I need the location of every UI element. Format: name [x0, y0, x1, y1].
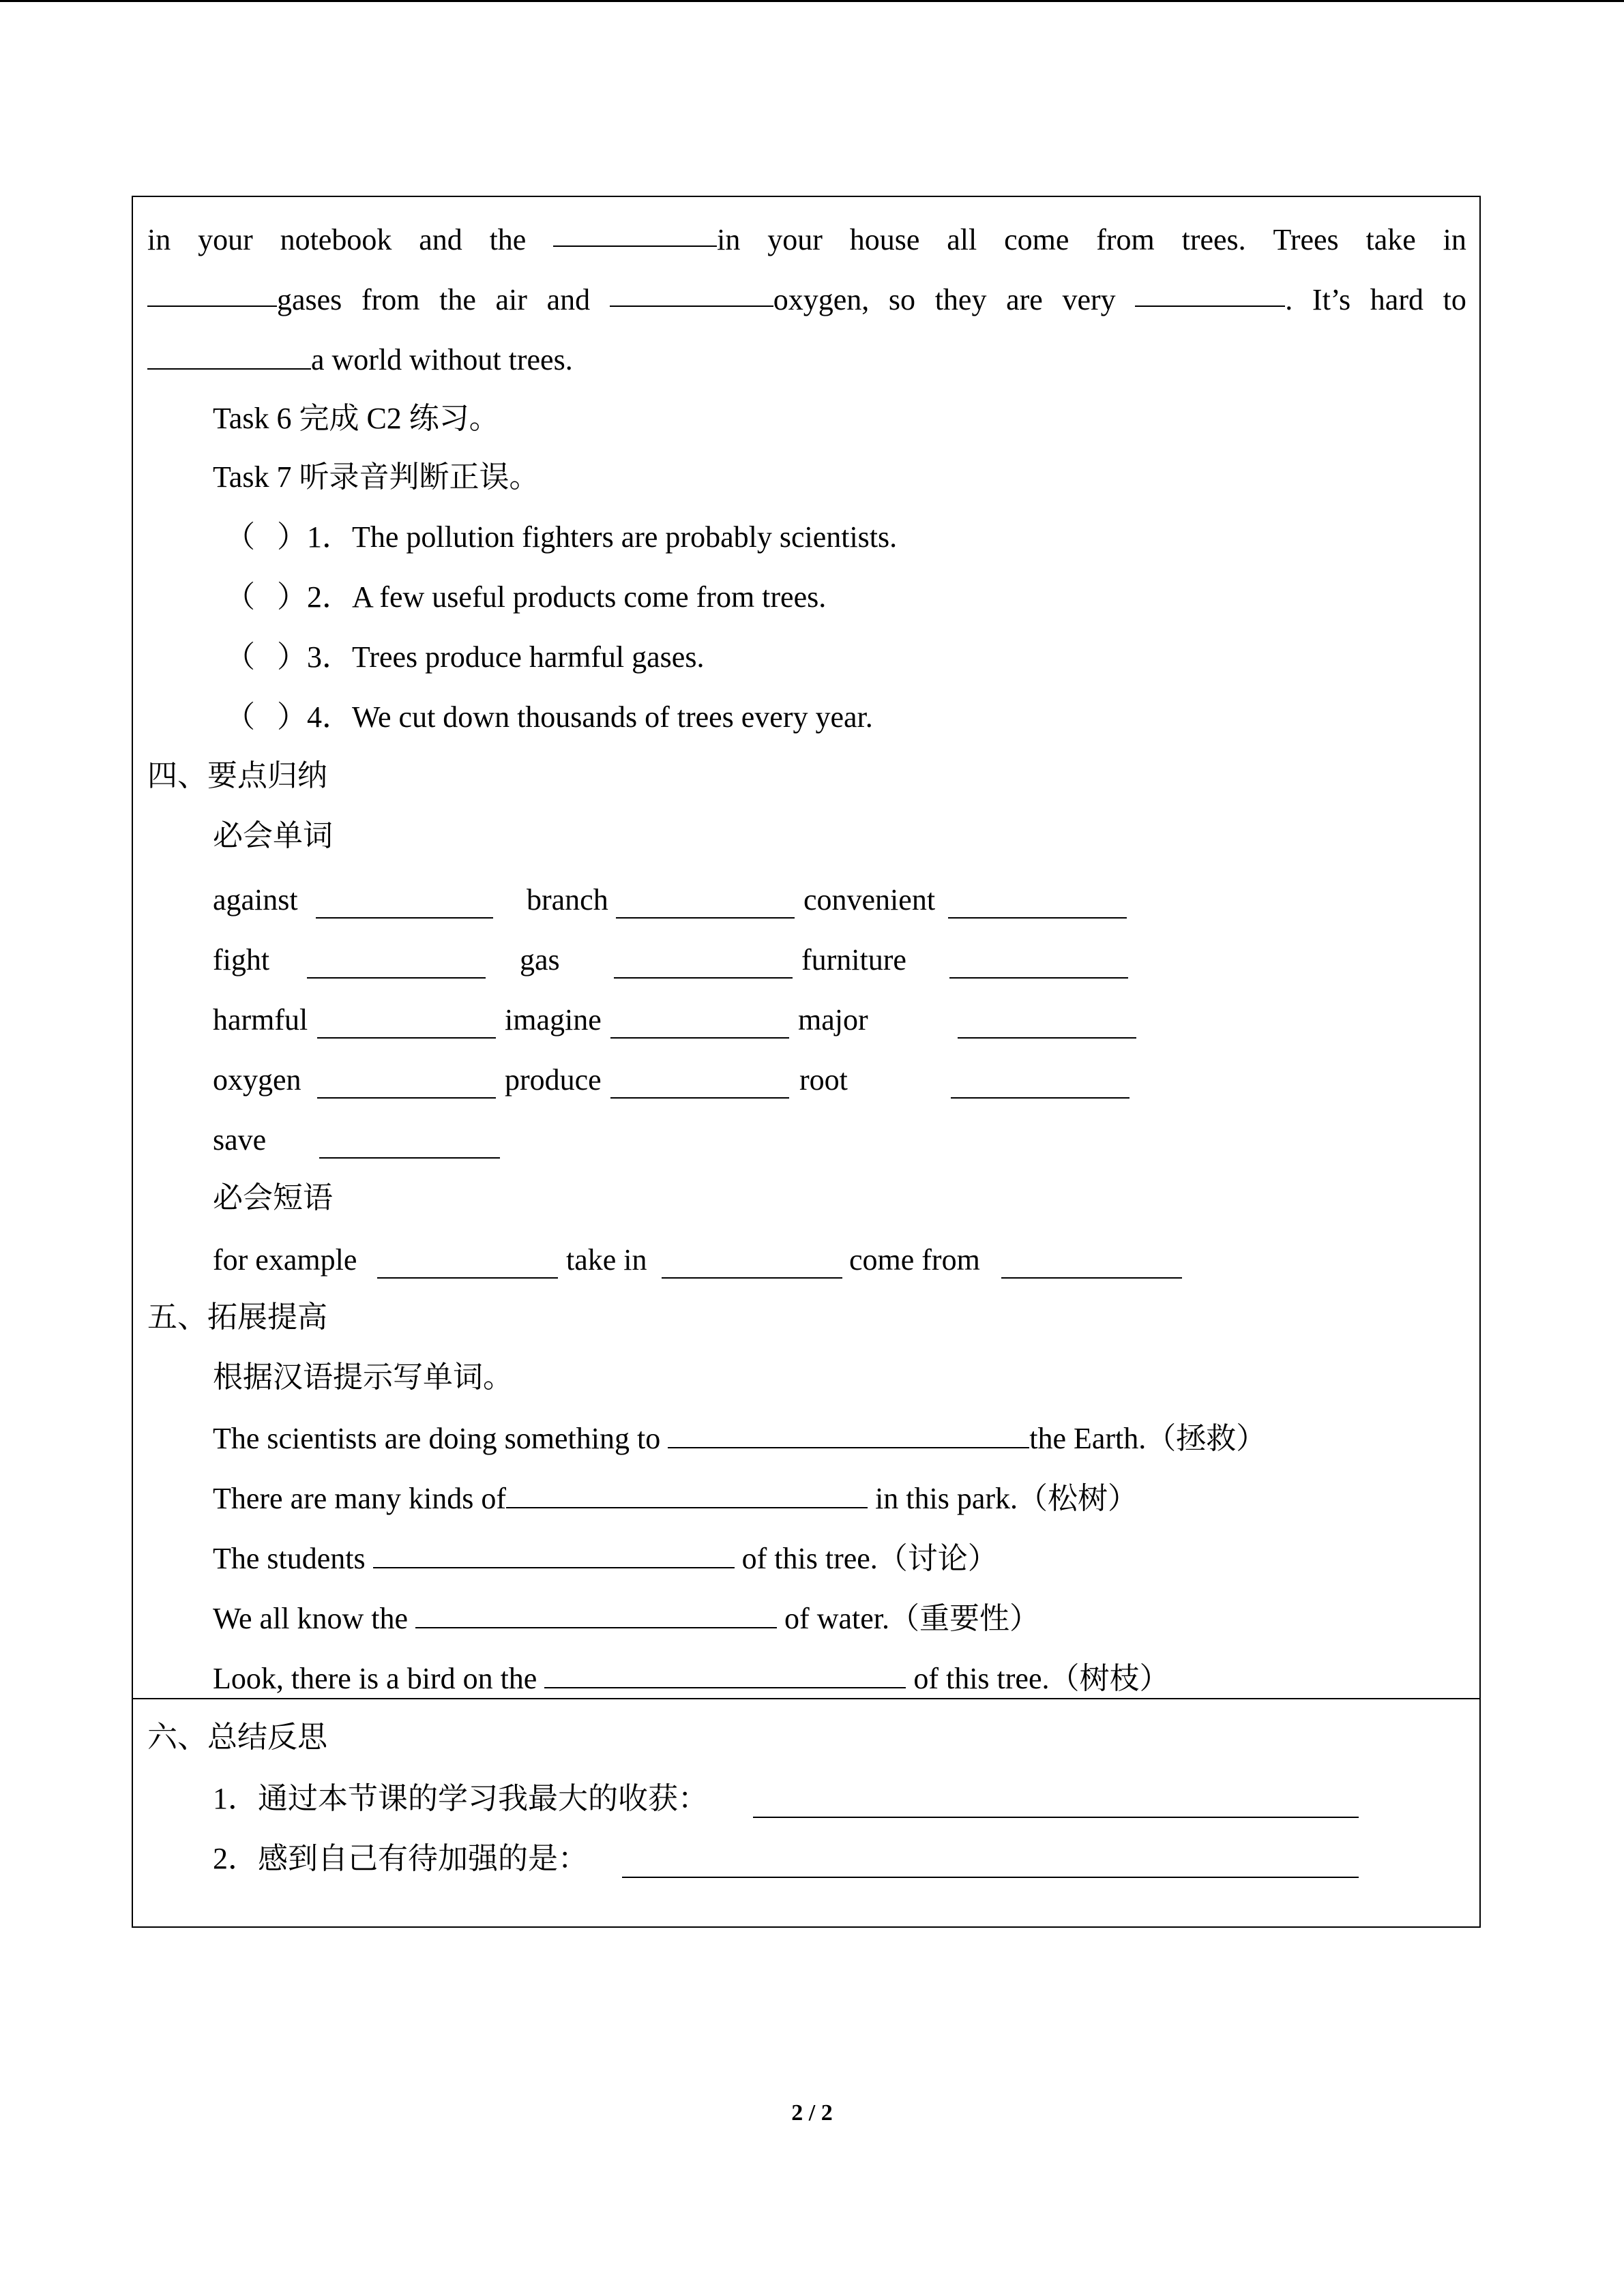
word-label: convenient — [803, 883, 936, 916]
answer-parens[interactable]: （ ） — [225, 580, 307, 614]
sentence-text: We all know the — [213, 1602, 416, 1635]
word: are — [1006, 283, 1043, 316]
page-number: 2 / 2 — [791, 2100, 833, 2126]
fill-blank[interactable] — [1135, 280, 1285, 307]
word: the — [489, 223, 527, 256]
section4-heading: 四、要点归纳 — [147, 759, 327, 792]
sentence-text: of this tree.（讨论） — [734, 1542, 998, 1575]
word-blank[interactable] — [610, 1037, 789, 1039]
words-title: 必会单词 — [213, 819, 333, 852]
task6-label: Task 6 完成 C2 练习。 — [213, 402, 499, 435]
word: from — [361, 283, 420, 316]
word: trees. — [1181, 223, 1246, 256]
word: It’s — [1312, 283, 1351, 316]
sentence-text: Look, there is a bird on the — [213, 1662, 545, 1695]
word-label: gas — [520, 943, 560, 976]
word-blank[interactable] — [317, 1037, 496, 1039]
fill-blank[interactable] — [415, 1601, 777, 1628]
word: . — [1285, 283, 1293, 316]
task7-label: Task 7 听录音判断正误。 — [213, 460, 540, 494]
word-label: produce — [505, 1063, 602, 1097]
section5-heading: 五、拓展提高 — [147, 1300, 327, 1334]
tf-item-text: 1．The pollution fighters are probably scientists. — [307, 520, 898, 554]
reflection-blank-2[interactable] — [622, 1877, 1359, 1878]
phrase-label: for example — [213, 1243, 357, 1277]
sentence-text: There are many kinds of — [213, 1482, 507, 1515]
word: hard — [1370, 283, 1423, 316]
sentence-1 — [213, 1418, 1266, 1459]
word: the — [439, 283, 476, 316]
word-label: oxygen — [213, 1063, 301, 1097]
word-label: branch — [527, 883, 608, 916]
fill-blank[interactable] — [506, 1481, 868, 1508]
word-label: harmful — [213, 1003, 308, 1037]
word: and — [546, 283, 591, 316]
word-blank[interactable] — [316, 917, 493, 919]
word-blank[interactable] — [614, 977, 793, 979]
fill-blank[interactable] — [544, 1661, 906, 1688]
answer-parens[interactable]: （ ） — [225, 640, 307, 674]
phrase-label: come from — [849, 1243, 980, 1277]
tf-item-text: 3．Trees produce harmful gases. — [307, 640, 705, 674]
word-label: fight — [213, 943, 270, 976]
reflection-text: 2．感到自己有待加强的是： — [213, 1842, 588, 1875]
word: very — [1062, 283, 1116, 316]
phrase-blank[interactable] — [1001, 1277, 1182, 1279]
word-blank[interactable] — [307, 977, 486, 979]
word-blank[interactable] — [949, 977, 1128, 979]
word: come — [1004, 223, 1069, 256]
sentence-4 — [213, 1598, 1039, 1639]
section5-instruction: 根据汉语提示写单词。 — [213, 1360, 513, 1394]
fill-blank[interactable] — [373, 1541, 735, 1568]
word: to — [1443, 283, 1466, 316]
phrases-title: 必会短语 — [213, 1181, 333, 1214]
word-blank[interactable] — [319, 1157, 500, 1159]
sentence-text: in this park.（松树） — [868, 1482, 1138, 1515]
answer-parens[interactable]: （ ） — [225, 520, 307, 554]
reflection-text: 1．通过本节课的学习我最大的收获： — [213, 1782, 708, 1815]
sentence-3 — [213, 1538, 998, 1579]
tf-item-3 — [218, 637, 704, 678]
word-blank[interactable] — [951, 1097, 1130, 1099]
section6-heading: 六、总结反思 — [147, 1720, 327, 1754]
tf-item-text: 4．We cut down thousands of trees every year. — [307, 700, 873, 734]
sentence-text: The students — [213, 1542, 373, 1575]
tf-item-4 — [218, 697, 873, 738]
word-label: furniture — [801, 943, 906, 976]
phrase-blank[interactable] — [377, 1277, 558, 1279]
tf-item-2 — [218, 577, 826, 618]
passage-line-3 — [147, 340, 573, 381]
word: Trees — [1273, 223, 1339, 256]
tf-item-text: 2．A few useful products come from trees. — [307, 580, 827, 614]
word: so — [888, 283, 916, 316]
phrase-blank[interactable] — [662, 1277, 842, 1279]
word: they — [934, 283, 987, 316]
answer-parens[interactable]: （ ） — [225, 700, 307, 734]
fill-blank[interactable] — [147, 342, 311, 370]
fill-blank[interactable] — [553, 220, 717, 247]
word: gases — [277, 283, 342, 316]
word-label: against — [213, 883, 298, 916]
word: all — [947, 223, 977, 256]
word-label: root — [799, 1063, 848, 1097]
passage-line-1 — [147, 220, 1466, 260]
sentence-2 — [213, 1478, 1138, 1519]
word: house — [849, 223, 920, 256]
word-label: major — [798, 1003, 868, 1037]
word-blank[interactable] — [958, 1037, 1136, 1039]
fill-blank[interactable] — [147, 280, 277, 307]
word-label: imagine — [505, 1003, 602, 1037]
word: and — [419, 223, 462, 256]
word: your — [198, 223, 253, 256]
word-label: save — [213, 1123, 267, 1157]
word-blank[interactable] — [948, 917, 1127, 919]
word: in — [717, 223, 741, 256]
passage-line-2 — [147, 280, 1466, 320]
word-blank[interactable] — [317, 1097, 496, 1099]
sentence-text: the Earth.（拯救） — [1029, 1422, 1267, 1455]
word: in — [1443, 223, 1466, 256]
word: take — [1365, 223, 1416, 256]
word-blank[interactable] — [616, 917, 795, 919]
top-rule — [0, 0, 1624, 2]
fill-blank[interactable] — [610, 280, 773, 307]
passage-text: a world without trees. — [311, 343, 573, 376]
fill-blank[interactable] — [668, 1421, 1029, 1448]
word-blank[interactable] — [610, 1097, 789, 1099]
sentence-text: of this tree.（树枝） — [906, 1662, 1170, 1695]
word: oxygen, — [773, 283, 870, 316]
sentence-5 — [213, 1658, 1170, 1699]
sentence-text: The scientists are doing something to — [213, 1422, 668, 1455]
word: your — [767, 223, 823, 256]
word: air — [495, 283, 527, 316]
tf-item-1 — [218, 517, 897, 558]
word: notebook — [280, 223, 392, 256]
sentence-text: of water.（重要性） — [777, 1602, 1039, 1635]
word: in — [147, 223, 171, 256]
word: from — [1096, 223, 1155, 256]
phrase-label: take in — [566, 1243, 647, 1277]
reflection-blank-1[interactable] — [753, 1817, 1359, 1818]
reflection-q2 — [213, 1838, 588, 1879]
reflection-q1 — [213, 1778, 708, 1819]
